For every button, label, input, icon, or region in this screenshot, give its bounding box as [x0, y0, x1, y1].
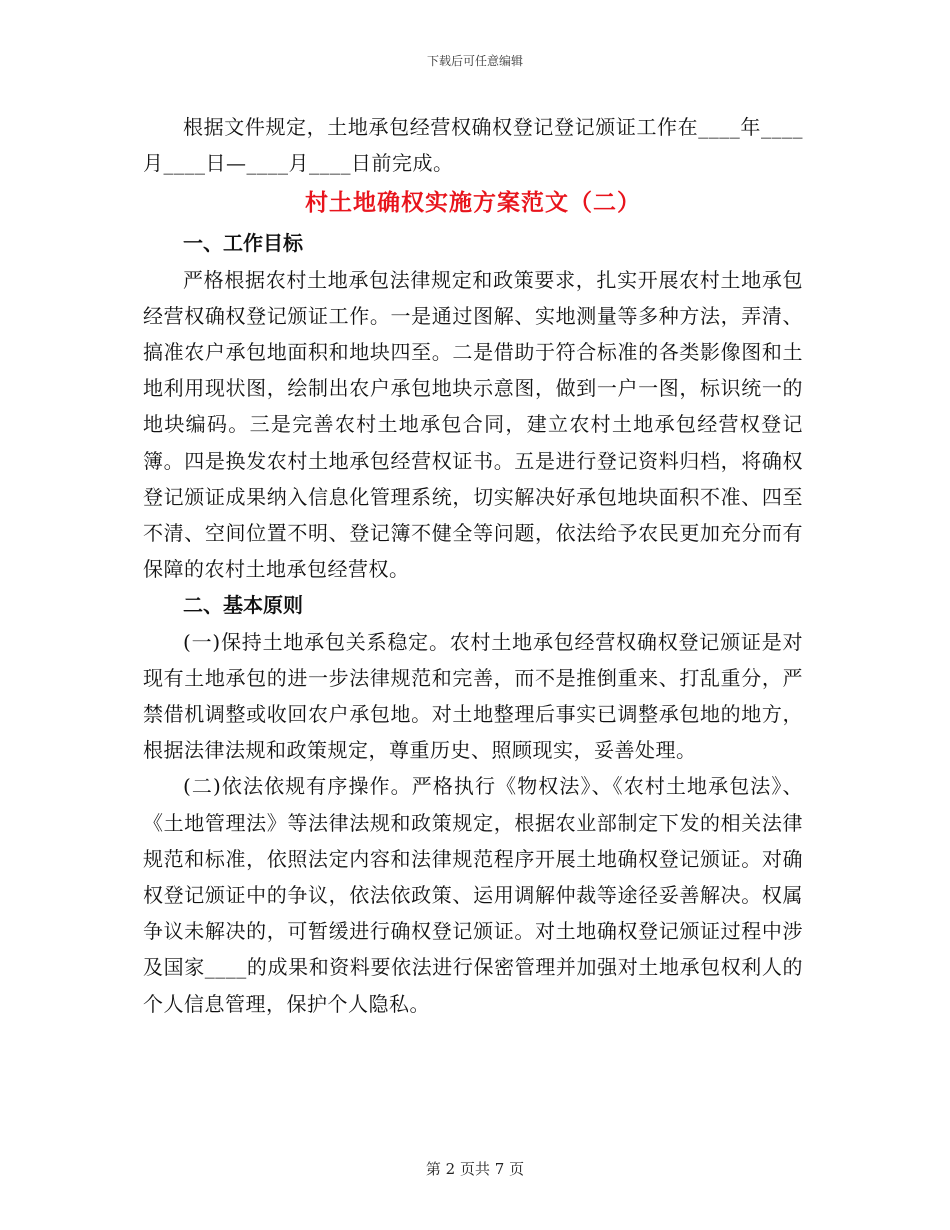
document-body	[143, 109, 803, 1022]
document-title: 村土地确权实施方案范文（二）	[305, 189, 641, 217]
intro-paragraph: 根据文件规定，土地承包经营权确权登记登记颁证工作在____年____月____日—____月____日前完成。	[143, 115, 803, 176]
section-heading-principles: 二、基本原则	[183, 593, 303, 618]
principle-paragraph-2: (二)依法依规有序操作。严格执行《物权法》、《农村土地承包法》、《土地管理法》等法律法规和政策规定，根据农业部制定下发的相关法律规范和标准，依照法定内容和法律规范程序开展土地确权登记颁证。对确权登记颁证中的争议，依法依政策、运用调解仲裁等途径妥善解决。权属争议未解决的，可暂缓进行确权登记颁证。对土地确权登记颁证过程中涉及国家____的成果和资料要依法进行保密管理并加强对土地承包权利人的个人信息管理，保护个人隐私。	[143, 774, 803, 1016]
principle-paragraph-1: (一)保持土地承包关系稳定。农村土地承包经营权确权登记颁证是对现有土地承包的进一步法律规范和完善，而不是推倒重来、打乱重分，严禁借机调整或收回农户承包地。对土地整理后事实已调整承包地的地方，根据法律法规和政策规定，尊重历史、照顾现实，妥善处理。	[143, 629, 803, 763]
section-heading-goals: 一、工作目标	[183, 231, 303, 256]
goals-paragraph: 严格根据农村土地承包法律规定和政策要求，扎实开展农村土地承包经营权确权登记颁证工作。一是通过图解、实地测量等多种方法，弄清、搞准农户承包地面积和地块四至。二是借助于符合标准的各类影像图和土地利用现状图，绘制出农户承包地块示意图，做到一户一图，标识统一的地块编码。三是完善农村土地承包合同，建立农村土地承包经营权登记簿。四是换发农村土地承包经营权证书。五是进行登记资料归档，将确权登记颁证成果纳入信息化管理系统，切实解决好承包地块面积不准、四至不清、空间位置不明、登记簿不健全等问题，依法给予农民更加充分而有保障的农村土地承包经营权。	[143, 267, 803, 582]
page-number: 第 2 页共 7 页	[425, 1160, 525, 1178]
page-header: 下载后可任意编辑	[426, 54, 523, 68]
